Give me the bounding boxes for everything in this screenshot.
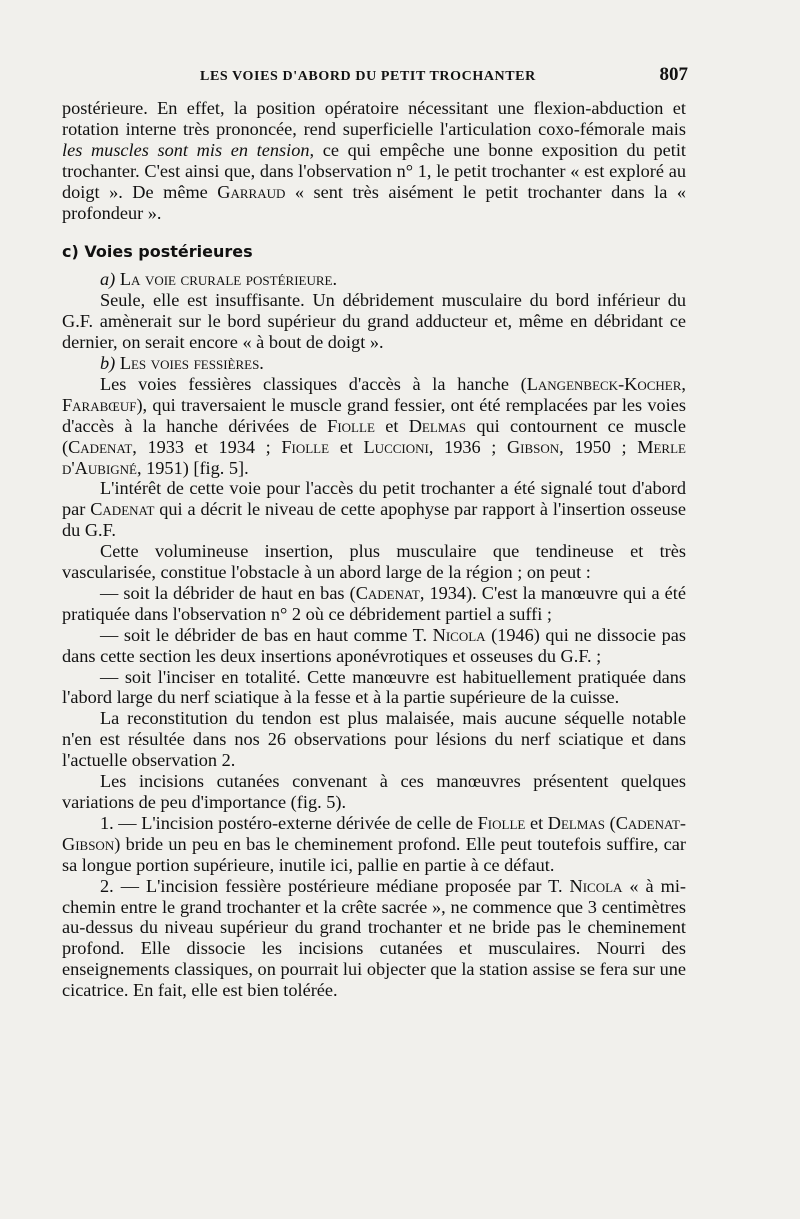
paragraph-reconstitution: La reconstitution du tendon est plus malaisée, mais aucune séquelle notable n'en est résultée dans nos 26 observations pour lésions du nerf sciatique et dans l'actuelle observation 2. xyxy=(62,708,686,771)
section-heading-c: c) Voies postérieures xyxy=(62,242,253,262)
paragraph-insertion: Cette volumineuse insertion, plus musculaire que tendineuse et très vascularisée, constitue l'obstacle à un abord large de la région ; on peut : xyxy=(62,541,686,583)
paragraph-a: Seule, elle est insuffisante. Un débridement musculaire du bord inférieur du G.F. amènerait sur le bord supérieur du grand adducteur et, même en débridant ce dernier, on serait encore « à bout de doigt ». xyxy=(62,290,686,353)
dash-item-2: — soit le débrider de bas en haut comme T. Nicola (1946) qui ne dissocie pas dans cette section les deux insertions aponévrotiques et osseuses du G.F. ; xyxy=(62,624,686,666)
body-text xyxy=(62,98,686,1001)
running-title: LES VOIES D'ABORD DU PETIT TROCHANTER xyxy=(200,69,536,84)
paragraph-continued: postérieure. En effet, la position opératoire nécessitant une flexion-abduction et rotation interne très prononcée, rend superficielle l'articulation coxo-fémorale mais les muscles sont mis en tension, ce qui empêche une bonne exposition du petit trochanter. C'est ainsi que, dans l'observation n° 1, le petit trochanter « est exploré au doigt ». De même Garraud « sent très aisément le petit trochanter dans la « profondeur ». xyxy=(62,98,687,223)
dash-item-1: — soit la débrider de haut en bas (Cadenat, 1934). C'est la manœuvre qui a été pratiquée dans l'observation n° 2 où ce débridement partiel a suffi ; xyxy=(62,582,686,624)
subheading-b: b) Les voies fessières. xyxy=(100,352,264,373)
running-header xyxy=(62,64,688,90)
subheading-a: a) La voie crurale postérieure. xyxy=(100,269,338,290)
numbered-item-1: 1. — L'incision postéro-externe dérivée de celle de Fiolle et Delmas (Cadenat-Gibson) bride un peu en bas le cheminement profond. Elle peut toutefois suffire, car sa longue portion supérieure, inutile ici, pallie en partie à ce défaut. xyxy=(62,812,686,875)
paragraph-interet: L'intérêt de cette voie pour l'accès du petit trochanter a été signalé tout d'abord par Cadenat qui a décrit le niveau de cette apophyse par rapport à l'insertion osseuse du G.F. xyxy=(62,478,686,541)
paragraph-b: Les voies fessières classiques d'accès à la hanche (Langenbeck-Kocher, Farabœuf), qui traversaient le muscle grand fessier, ont été remplacées par les voies d'accès à la hanche dérivées de Fiolle et Delmas qui contournent ce muscle (Cadenat, 1933 et 1934 ; Fiolle et Luccioni, 1936 ; Gibson, 1950 ; Merle d'Aubigné, 1951) [fig. 5]. xyxy=(62,373,686,478)
dash-item-3: — soit l'inciser en totalité. Cette manœuvre est habituellement pratiquée dans l'abord large du nerf sciatique à la fesse et à la partie supérieure de la cuisse. xyxy=(62,666,686,708)
paragraph-incisions: Les incisions cutanées convenant à ces manœuvres présentent quelques variations de peu d'importance (fig. 5). xyxy=(62,771,686,812)
numbered-item-2: 2. — L'incision fessière postérieure médiane proposée par T. Nicola « à mi-chemin entre le grand trochanter et la crête sacrée », ne commence que 3 centimètres au-dessus du niveau supérieur du grand trochanter et ne bride pas le cheminement profond. Elle dissocie les incisions cutanées et musculaires. Nourri des enseignements classiques, on pourrait lui objecter que la station assise se fera sur une cicatrice. En fait, elle est bien tolérée. xyxy=(62,875,686,1001)
page-number: 807 xyxy=(659,64,688,85)
